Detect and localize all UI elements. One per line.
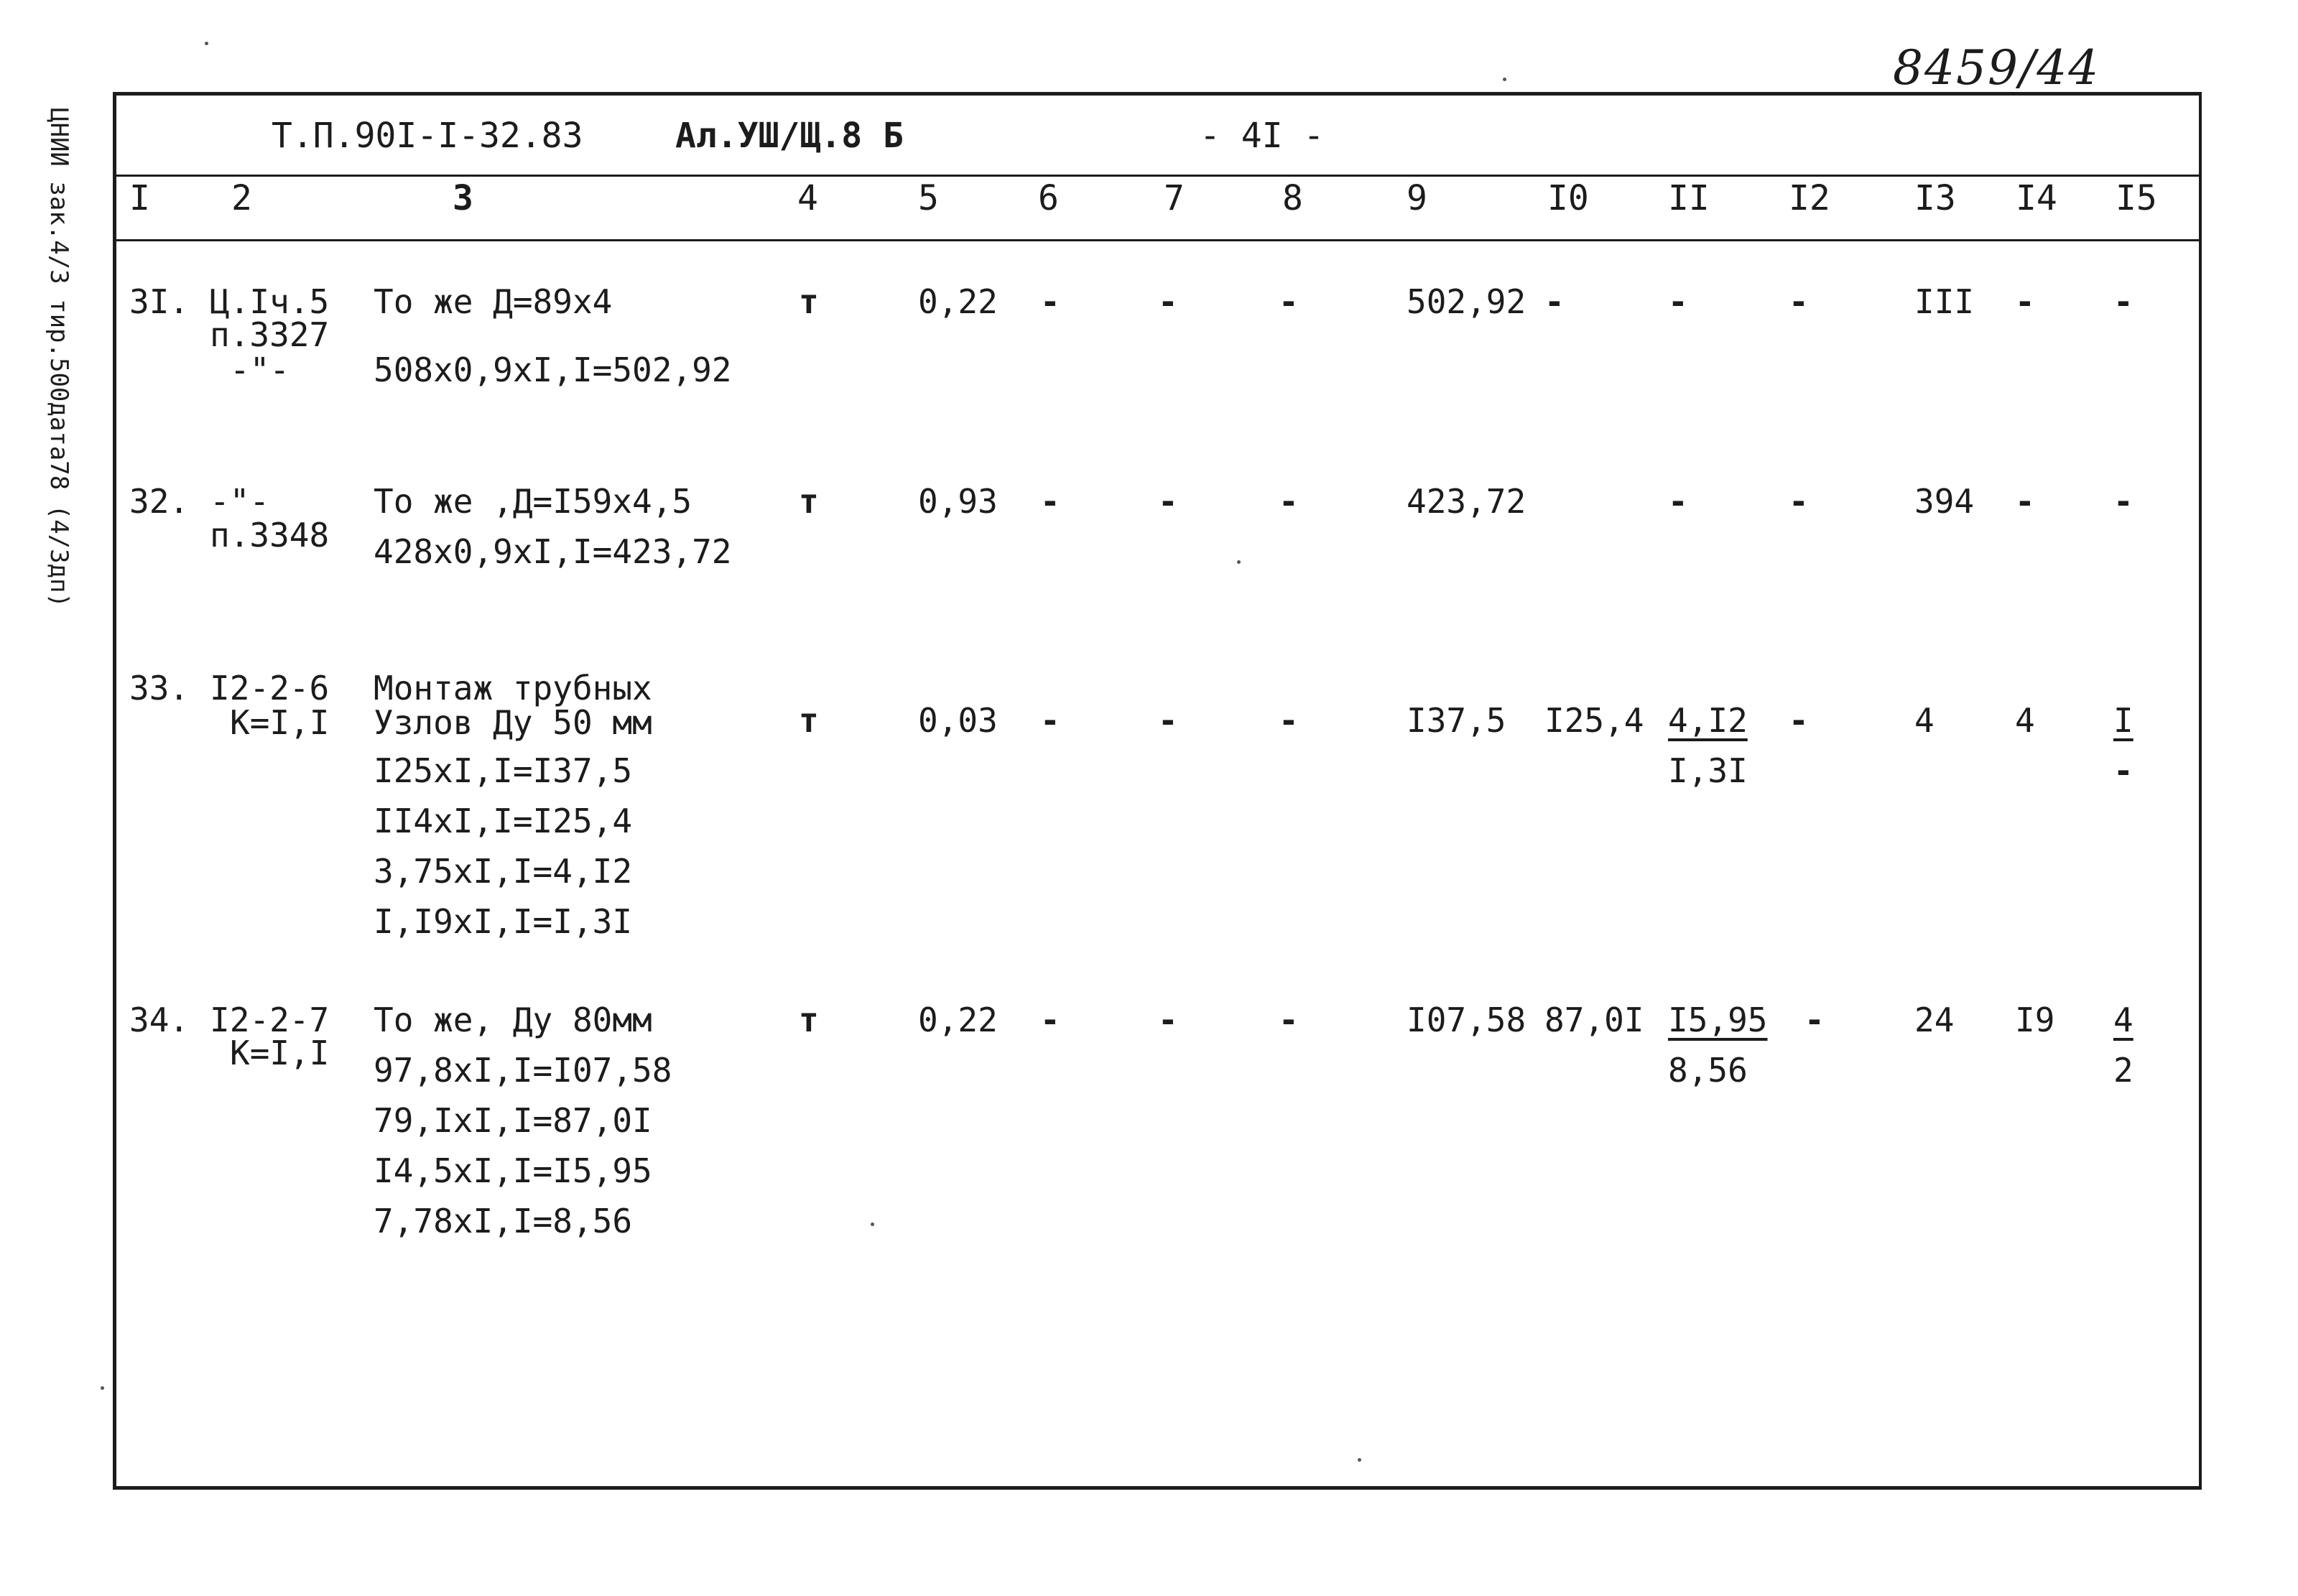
code-line: I2-2-7: [210, 1001, 330, 1039]
code-line: -"-: [230, 351, 290, 389]
description-line: I25хI,I=I37,5: [374, 751, 633, 790]
doc-code: Т.П.90I-I-32.83: [272, 116, 583, 156]
cell-10: -: [1544, 282, 1565, 321]
cell-11: I5,95: [1668, 1001, 1768, 1039]
cell-9: I07,58: [1407, 1001, 1526, 1039]
description-line: I4,5хI,I=I5,95: [374, 1151, 652, 1190]
cell-15: 4: [2113, 1001, 2133, 1039]
row-number: 32.: [129, 482, 190, 521]
description-line: 79,IхI,I=87,0I: [374, 1101, 652, 1140]
col-header-15: I5: [2116, 178, 2157, 218]
cell-6: -: [1040, 282, 1060, 321]
cell-11: 4,I2: [1668, 701, 1748, 740]
col-header-6: 6: [1038, 178, 1059, 218]
col-header-3: 3: [453, 178, 473, 218]
unit-cell: т: [799, 482, 819, 521]
description-line: Узлов Ду 50 мм: [374, 703, 652, 742]
cell-6: -: [1040, 482, 1060, 521]
cell-9: I37,5: [1407, 701, 1506, 740]
cell-11: -: [1668, 282, 1688, 321]
cell-6: -: [1040, 701, 1060, 740]
unit-cell: т: [799, 282, 819, 321]
cell-8: -: [1279, 1001, 1299, 1039]
cell-11-lower: 8,56: [1668, 1051, 1748, 1090]
cell-12: -: [1789, 701, 1809, 740]
cell-10: I25,4: [1544, 701, 1644, 740]
cell-15-lower: 2: [2113, 1051, 2133, 1090]
code-line: I2-2-6: [210, 669, 330, 707]
description-line: То же ,Д=I59х4,5: [374, 482, 692, 521]
cell-15: I: [2113, 701, 2133, 740]
cell-9: 502,92: [1407, 282, 1526, 321]
description-line: 3,75хI,I=4,I2: [374, 852, 633, 891]
header-divider: [115, 175, 2200, 177]
scan-speck: [1237, 560, 1241, 564]
cell-7: -: [1158, 1001, 1178, 1039]
cell-13: III: [1914, 282, 1975, 321]
col-header-2: 2: [231, 178, 252, 218]
cell-14: -: [2015, 282, 2035, 321]
cell-5: 0,22: [918, 282, 998, 321]
col-header-14: I4: [2016, 178, 2057, 218]
scan-speck: [1503, 78, 1506, 81]
description-line: 428х0,9хI,I=423,72: [374, 532, 732, 571]
album-ref: Ал.УШ/Щ.8 Б: [675, 116, 904, 156]
description-line: I,I9хI,I=I,3I: [374, 902, 633, 941]
cell-13: 4: [1914, 701, 1935, 740]
cell-5: 0,03: [918, 701, 998, 740]
unit-cell: т: [799, 1001, 819, 1039]
cell-14: I9: [2015, 1001, 2055, 1039]
cell-12: -: [1804, 1001, 1825, 1039]
description-line: Монтаж трубных: [374, 669, 652, 707]
page-number: - 4I -: [1200, 116, 1325, 156]
code-line: К=I,I: [230, 1034, 330, 1072]
cell-8: -: [1279, 482, 1299, 521]
unit-cell: т: [799, 701, 819, 740]
description-line: То же, Ду 80мм: [374, 1001, 652, 1039]
description-line: 7,78хI,I=8,56: [374, 1202, 633, 1240]
cell-13: 394: [1914, 482, 1975, 521]
col-header-10: I0: [1547, 178, 1589, 218]
code-line: п.3348: [210, 516, 330, 555]
cell-6: -: [1040, 1001, 1060, 1039]
code-line: К=I,I: [230, 703, 330, 742]
row-number: 3I.: [129, 282, 190, 321]
scan-speck: [871, 1222, 874, 1226]
col-header-11: II: [1668, 178, 1710, 218]
cell-5: 0,93: [918, 482, 998, 521]
row-number: 33.: [129, 669, 190, 707]
col-header-7: 7: [1164, 178, 1185, 218]
cell-14: 4: [2015, 701, 2035, 740]
cell-5: 0,22: [918, 1001, 998, 1039]
cell-11: -: [1668, 482, 1688, 521]
scan-speck: [1358, 1458, 1361, 1462]
code-line: -"-: [210, 482, 270, 521]
cell-12: -: [1789, 282, 1809, 321]
description-line: 97,8хI,I=I07,58: [374, 1051, 672, 1090]
code-line: Ц.Iч.5: [210, 282, 330, 321]
col-header-12: I2: [1789, 178, 1830, 218]
cell-14: -: [2015, 482, 2035, 521]
col-header-1: I: [129, 178, 150, 218]
cell-9: 423,72: [1407, 482, 1526, 521]
cell-10: 87,0I: [1544, 1001, 1644, 1039]
cell-7: -: [1158, 701, 1178, 740]
column-header-divider: [115, 239, 2200, 241]
col-header-9: 9: [1407, 178, 1427, 218]
cell-12: -: [1789, 482, 1809, 521]
cell-8: -: [1279, 701, 1299, 740]
code-line: п.3327: [210, 315, 330, 354]
cell-15-lower: -: [2113, 751, 2133, 790]
row-number: 34.: [129, 1001, 190, 1039]
col-header-8: 8: [1282, 178, 1303, 218]
margin-print-stamp: ЦНИИ зак.4/3 тир.500дата78 (4/3дп): [45, 108, 73, 608]
scan-speck: [205, 42, 208, 45]
cell-15: -: [2113, 482, 2133, 521]
col-header-4: 4: [797, 178, 818, 218]
col-header-5: 5: [918, 178, 939, 218]
cell-8: -: [1279, 282, 1299, 321]
col-header-13: I3: [1914, 178, 1956, 218]
cell-13: 24: [1914, 1001, 1955, 1039]
cell-15: -: [2113, 282, 2133, 321]
description-line: То же Д=89х4: [374, 282, 613, 321]
cell-7: -: [1158, 482, 1178, 521]
description-line: II4хI,I=I25,4: [374, 802, 633, 840]
cell-11-lower: I,3I: [1668, 751, 1748, 790]
description-line: 508х0,9хI,I=502,92: [374, 351, 732, 389]
cell-7: -: [1158, 282, 1178, 321]
scan-speck: [101, 1386, 104, 1390]
archive-number: 8459/44: [1893, 40, 2100, 96]
